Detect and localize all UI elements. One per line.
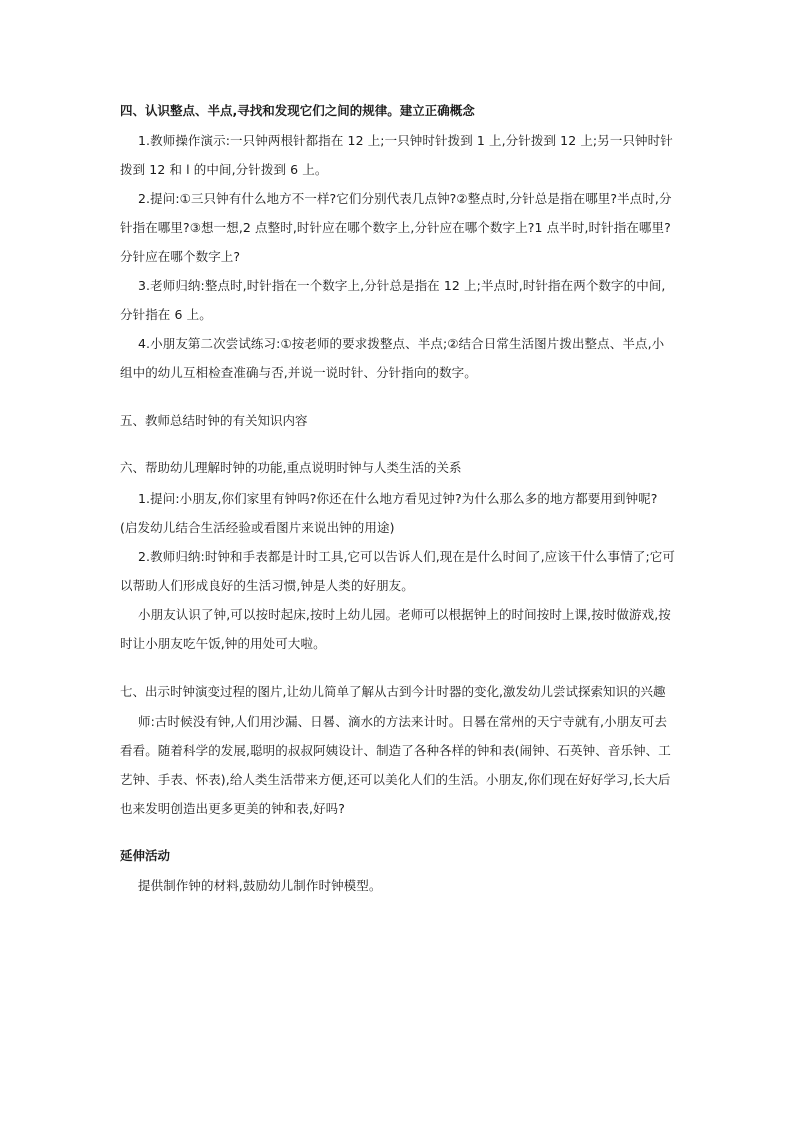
section-6-paragraph-1: 1.提问:小朋友,你们家里有钟吗?你还在什么地方看见过钟?为什么那么多的地方都要用到钟呢?(启发幼儿结合生活经验或看图片来说出钟的用途) (120, 491, 658, 535)
section-7-heading: 七、出示时钟演变过程的图片,让幼儿简单了解从古到今计时器的变化,激发幼儿尝试探索知识的兴趣 (120, 684, 666, 699)
section-6-heading: 六、帮助幼儿理解时钟的功能,重点说明时钟与人类生活的关系 (120, 460, 462, 475)
section-6-paragraph-3: 小朋友认识了钟,可以按时起床,按时上幼儿园。老师可以根据钟上的时间按时上课,按时做游戏,按时让小朋友吃午饭,钟的用处可大啦。 (120, 607, 671, 651)
section-5-heading: 五、教师总结时钟的有关知识内容 (120, 413, 308, 428)
section-4-paragraph-3: 3.老师归纳:整点时,时针指在一个数字上,分针总是指在 12 上;半点时,时针指在两个数字的中间,分针指在 6 上。 (120, 278, 666, 322)
section-4-paragraph-1: 1.教师操作演示:一只钟两根针都指在 12 上;一只钟时针拨到 1 上,分针拨到 12 上;另一只钟时针拨到 12 和 l 的中间,分针拨到 6 上。 (120, 133, 673, 177)
section-4-paragraph-4: 4.小朋友第二次尝试练习:①按老师的要求拨整点、半点;②结合日常生活图片拨出整点、半点,小组中的幼儿互相检查准确与否,并说一说时针、分针指向的数字。 (120, 336, 665, 380)
section-4-heading: 四、认识整点、半点,寻找和发现它们之间的规律。建立正确概念 (120, 103, 475, 118)
extension-heading: 延伸活动 (120, 848, 171, 863)
extension-paragraph-1: 提供制作钟的材料,鼓励幼儿制作时钟模型。 (138, 878, 382, 893)
section-7-paragraph-1: 师:古时候没有钟,人们用沙漏、日晷、滴水的方法来计时。日晷在常州的天宁寺就有,小朋友可去看看。随着科学的发展,聪明的叔叔阿姨设计、制造了各种各样的钟和表(闹钟、石英钟、音乐钟、工艺钟、手表、怀表),给人类生活带来方便,还可以美化人们的生活。小朋友,你们现在好好学习,长大后也来发明创造出更多更美的钟和表,好吗? (120, 714, 671, 816)
section-4-paragraph-2: 2.提问:①三只钟有什么地方不一样?它们分别代表几点钟?②整点时,分针总是指在哪里?半点时,分针指在哪里?③想一想,2 点整时,时针应在哪个数字上,分针应在哪个数字上?1 点半时,时针指在哪里?分针应在哪个数字上? (120, 191, 672, 264)
section-6-paragraph-2: 2.教师归纳:时钟和手表都是计时工具,它可以告诉人们,现在是什么时间了,应该干什么事情了;它可以帮助人们形成良好的生活习惯,钟是人类的好朋友。 (120, 549, 675, 593)
